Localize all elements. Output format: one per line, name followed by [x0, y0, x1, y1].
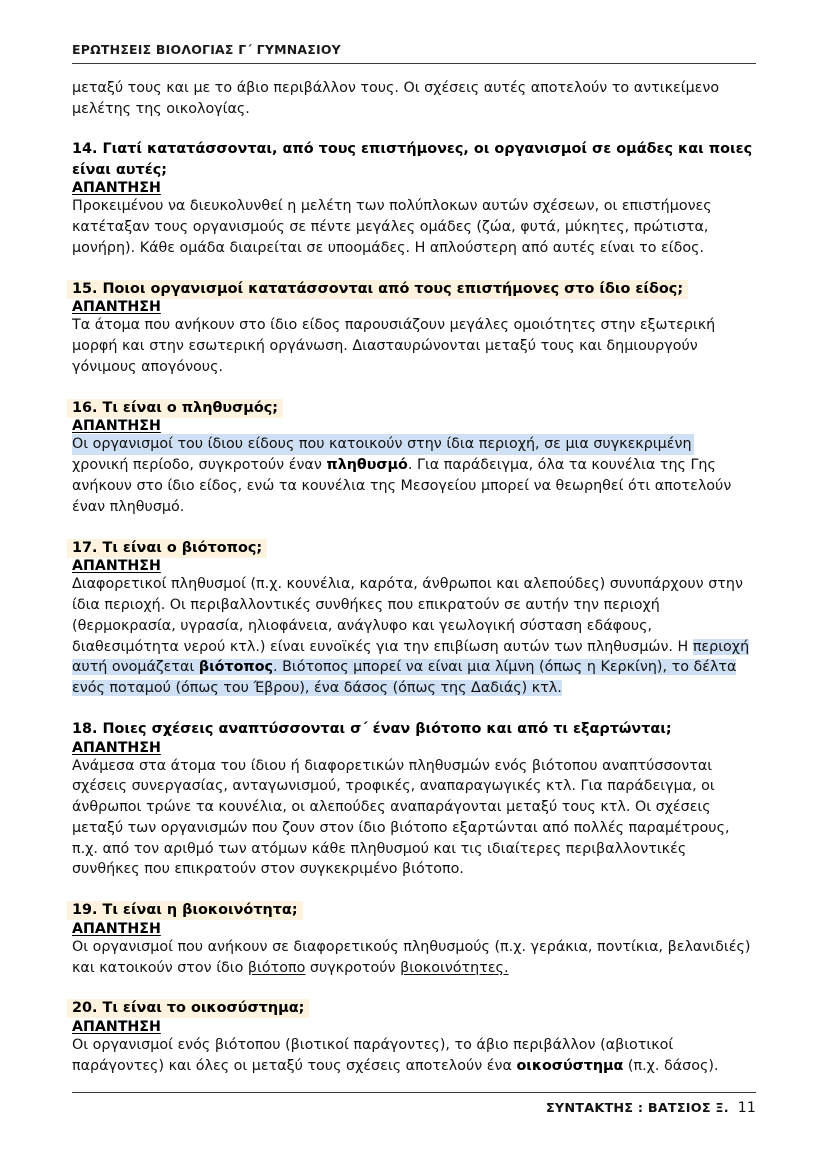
question-heading-19-text: 19. Τι είναι η βιοκοινότητα;	[67, 901, 303, 920]
question-heading-20	[72, 998, 756, 1019]
footer-author: ΣΥΝΤΑΚΤΗΣ : ΒΑΤΣΙΟΣ Ξ.	[545, 1101, 729, 1116]
answer-text-19-part1: Οι οργανισμοί που ανήκουν σε διαφορετικούς πληθυσμούς (π.χ. γεράκια, ποντίκια, βελανιδιές) και κατοικούν στον ίδιο	[72, 938, 751, 976]
question-heading-17-text: 17. Τι είναι ο βιότοπος;	[67, 539, 267, 558]
question-block-17	[72, 538, 756, 699]
question-heading-15-text: 15. Ποιοι οργανισμοί κατατάσσονται από τους επιστήμονες στο ίδιο είδος;	[67, 280, 688, 299]
answer-text-18: Ανάμεσα στα άτομα του ίδιου ή διαφορετικών πληθυσμών ενός βιότοπου αναπτύσσονται σχέσεις συνεργασίας, ανταγωνισμού, τροφικές, αναπαραγωγικές κτλ. Για παράδειγμα, οι άνθρωποι τρώνε τα κουνέλια, οι αλεπούδες αναπαράγονται μεταξύ τους κτλ. Οι σχέσεις μεταξύ των οργανισμών που ζουν στον ίδιο βιότοπο εξαρτώνται από πολλές παραμέτρους, π.χ. από τον αριθμό των ατόμων κάθε πληθυσμού και τις ιδιαίτερες περιβαλλοντικές συνθήκες που επικρατούν στον συγκεκριμένο βιότοπο.	[72, 757, 730, 878]
answer-text-16-part2: . Για παράδειγμα, όλα τα κουνέλια της Γης ανήκουν στο ίδιο είδος, ενώ τα κουνέλια της Μεσογείου μπορεί να θεωρηθεί ότι αποτελούν έναν πληθυσμό.	[72, 457, 732, 515]
footer-divider	[72, 1092, 756, 1093]
question-heading-19	[72, 900, 756, 921]
question-heading-20-text: 20. Τι είναι το οικοσύστημα;	[67, 999, 309, 1018]
answer-label-15: ΑΠΑΝΤΗΣΗ	[72, 299, 161, 316]
question-heading-15	[72, 279, 756, 300]
answer-term-20: οικοσύστημα	[516, 1057, 624, 1074]
answer-text-20	[72, 1035, 756, 1077]
page-footer	[72, 1092, 756, 1116]
answer-text-19	[72, 937, 756, 979]
page-content	[72, 42, 756, 1077]
answer-label-18: ΑΠΑΝΤΗΣΗ	[72, 739, 161, 756]
answer-text-20-part1: Οι οργανισμοί ενός βιότοπου (βιοτικοί παράγοντες), το άβιο περιβάλλον (αβιοτικοί παράγοντες) και όλες οι μεταξύ τους σχέσεις αποτελούν ένα	[72, 1037, 674, 1074]
answer-term-19-biocommunity: βιοκοινότητες.	[400, 959, 509, 976]
answer-text-16	[72, 434, 756, 517]
question-heading-17	[72, 538, 756, 559]
continued-paragraph: μεταξύ τους και με το άβιο περιβάλλον τους. Οι σχέσεις αυτές αποτελούν το αντικείμενο μελέτης της οικολογίας.	[72, 80, 720, 117]
question-block-18	[72, 719, 756, 880]
answer-text-14: Προκειμένου να διευκολυνθεί η μελέτη των πολύπλοκων αυτών σχέσεων, οι επιστήμονες κατέταξαν τους οργανισμούς σε πέντε μεγάλες ομάδες (ζώα, φυτά, μύκητες, πρώτιστα, μονήρη). Κάθε ομάδα διαιρείται σε υποομάδες. Η απλούστερη από αυτές είναι το είδος.	[72, 198, 712, 256]
answer-text-15: Τα άτομα που ανήκουν στο ίδιο είδος παρουσιάζουν μεγάλες ομοιότητες στην εξωτερική μορφή και στην εσωτερική οργάνωση. Διασταυρώνονται μεταξύ τους και δημιουργούν γόνιμους απογόνους.	[72, 317, 716, 375]
document-header-title: ΕΡΩΤΗΣΕΙΣ ΒΙΟΛΟΓΙΑΣ Γ΄ ΓΥΜΝΑΣΙΟΥ	[72, 42, 341, 57]
footer-content	[72, 1100, 756, 1116]
answer-label-16: ΑΠΑΝΤΗΣΗ	[72, 418, 161, 435]
footer-page-number: 11	[737, 1100, 756, 1116]
answer-label-19: ΑΠΑΝΤΗΣΗ	[72, 920, 161, 937]
question-heading-16-text: 16. Τι είναι ο πληθυσμός;	[67, 399, 283, 418]
answer-term-19-biotope: βιότοπο	[247, 959, 306, 976]
answer-text-19-part2: συγκροτούν	[305, 959, 401, 976]
header-divider	[72, 63, 756, 64]
answer-text-17	[72, 574, 756, 699]
question-heading-18-text: 18. Ποιες σχέσεις αναπτύσσονται σ΄ έναν βιότοπο και από τι εξαρτώνται;	[72, 720, 672, 737]
answer-text-20-part2: (π.χ. δάσος).	[623, 1057, 719, 1074]
question-heading-16	[72, 398, 756, 419]
question-heading-18	[72, 719, 756, 740]
question-block-20	[72, 998, 756, 1076]
highlighted-answer-line-16: Οι οργανισμοί του ίδιου είδους που κατοικούν στην ίδια περιοχή, σε μια συγκεκριμένη	[72, 434, 694, 455]
answer-text-16-part1: χρονική περίοδο, συγκροτούν έναν	[72, 457, 327, 474]
answer-label-17: ΑΠΑΝΤΗΣΗ	[72, 558, 161, 575]
answer-text-17-highlighted-b: . Βιότοπος μπορεί να είναι μια λίμνη (όπως η Κερκίνη), το δέλτα ενός ποταμού (όπως του Έβρου), ένα δάσος (όπως της Δαδιάς) κτλ.	[72, 659, 737, 697]
answer-term-17: βιότοπος	[198, 659, 274, 676]
answer-term-16: πληθυσμό	[326, 457, 408, 474]
answer-text-17-part1: Διαφορετικοί πληθυσμοί (π.χ. κουνέλια, καρότα, άνθρωποι και αλεπούδες) συνυπάρχουν στην ίδια περιοχή. Οι περιβαλλοντικές συνθήκες που επικρατούν σε αυτήν την περιοχή (θερμοκρασία, υγρασία, ηλιοφάνεια, ανάγλυφο και γεωλογική σύσταση εδάφους, διαθεσιμότητα νερού κτλ.) είναι ευνοϊκές για την επιβίωση αυτών των πληθυσμών. Η	[72, 576, 743, 655]
question-heading-14	[72, 139, 756, 180]
question-block-19	[72, 900, 756, 978]
question-heading-14-text: 14. Γιατί κατατάσσονται, από τους επιστήμονες, οι οργανισμοί σε ομάδες και ποιες είναι αυτές;	[72, 141, 753, 178]
question-block-15	[72, 279, 756, 378]
answer-label-20: ΑΠΑΝΤΗΣΗ	[72, 1019, 161, 1036]
answer-text-17-highlighted-a: περιοχή αυτή ονομάζεται	[72, 638, 750, 676]
question-block-16	[72, 398, 756, 518]
answer-label-14: ΑΠΑΝΤΗΣΗ	[72, 180, 161, 197]
question-block-14	[72, 139, 756, 259]
